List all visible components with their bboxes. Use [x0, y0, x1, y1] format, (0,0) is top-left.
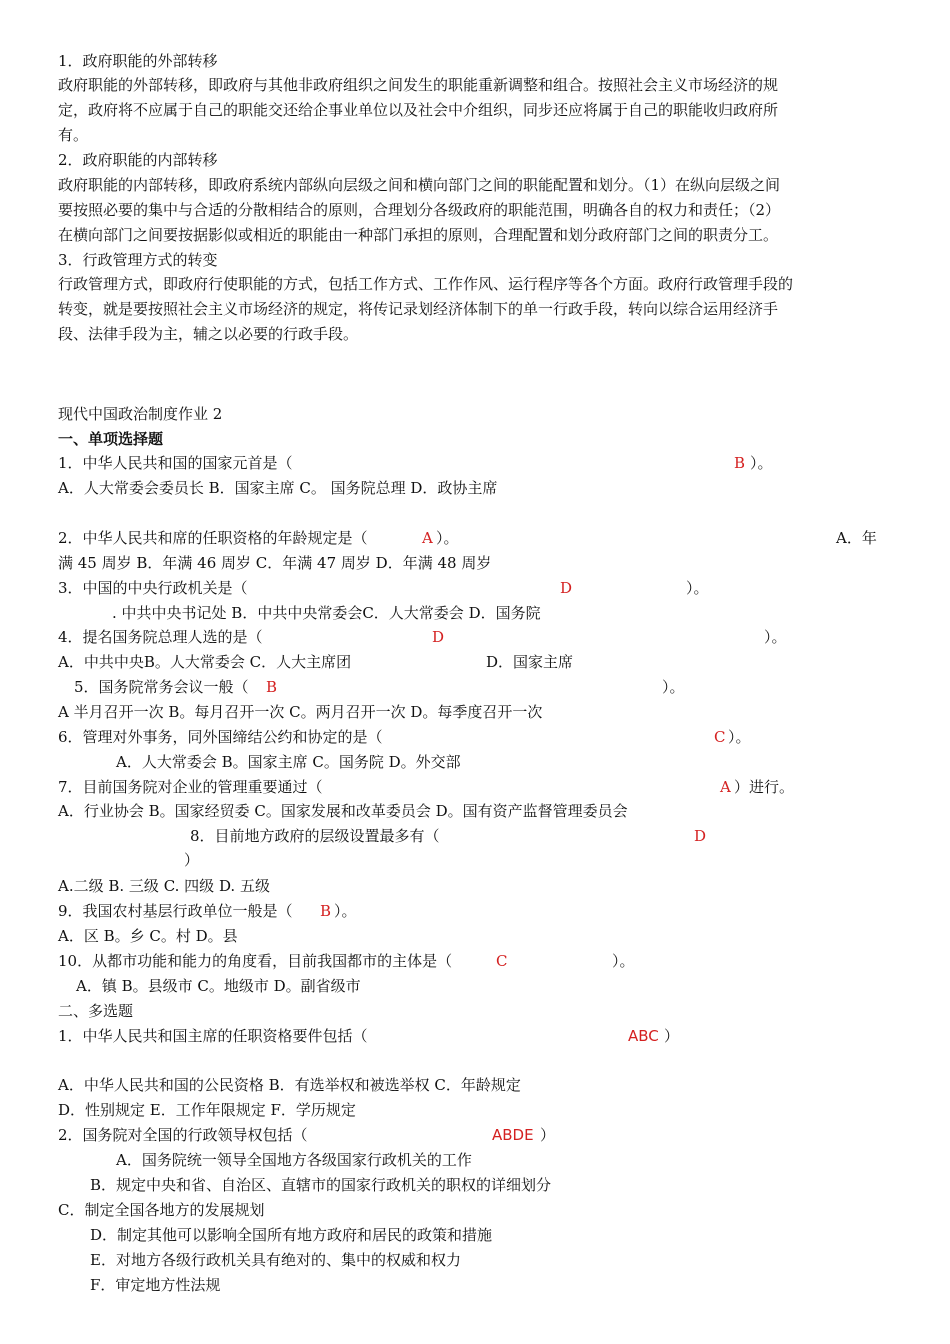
paragraph-line: 要按照必要的集中与合适的分散相结合的原则，合理划分各级政府的职能范围，明确各自的权力和责任；（2） — [58, 201, 781, 219]
m2-option-c: C．制定全国各地方的发展规划 — [58, 1201, 265, 1219]
m1-tail: ） — [664, 1027, 680, 1045]
q7-stem: 7．目前国务院对企业的管理重要通过（ — [58, 778, 323, 796]
heading-3: 3．行政管理方式的转变 — [58, 251, 218, 269]
section-single-choice: 一、单项选择题 — [58, 430, 164, 448]
q2-answer: A — [422, 529, 433, 547]
q5-options: A 半月召开一次 B。每月召开一次 C。两月召开一次 D。每季度召开一次 — [58, 703, 543, 721]
q8-options: A.二级 B. 三级 C. 四级 D. 五级 — [58, 877, 270, 895]
q10-tail: ）。 — [612, 952, 635, 970]
m2-option-b: B．规定中央和省、自治区、直辖市的国家行政机关的职权的详细划分 — [90, 1176, 552, 1194]
q5-answer: B — [266, 678, 278, 696]
q7-tail: ）进行。 — [734, 778, 795, 796]
q4-stem: 4．提名国务院总理人选的是（ — [58, 628, 263, 646]
q7-answer: A — [720, 778, 731, 796]
q9-stem: 9．我国农村基层行政单位一般是（ — [58, 902, 293, 920]
q3-answer: D — [560, 579, 573, 597]
q1-options: A．人大常委会委员长 B．国家主席 C。 国务院总理 D．政协主席 — [58, 479, 498, 497]
q7-options: A．行业协会 B。国家经贸委 C。国家发展和改革委员会 D。国有资产监督管理委员会 — [58, 802, 628, 820]
q2-options: 满 45 周岁 B．年满 46 周岁 C．年满 47 周岁 D．年满 48 周岁 — [58, 554, 492, 572]
heading-2: 2．政府职能的内部转移 — [58, 151, 218, 169]
homework-title: 现代中国政治制度作业 2 — [58, 405, 223, 423]
q5-stem: 5．国务院常务会议一般（ — [74, 678, 249, 696]
q4-options: A．中共中央B。人大常委会 C．人大主席团 — [58, 653, 352, 671]
m1-options: D．性别规定 E．工作年限规定 F．学历规定 — [58, 1101, 356, 1119]
paragraph-line: 在横向部门之间要按据影似或相近的职能由一种部门承担的原则，合理配置和划分政府部门之间的职责分工。 — [58, 226, 779, 244]
q3-stem: 3．中国的中央行政机关是（ — [58, 579, 248, 597]
q2-tail: ）。 — [436, 529, 459, 547]
paragraph-line: 转变，就是要按照社会主义市场经济的规定，将传记录划经济体制下的单一行政手段，转向以综合运用经济手 — [58, 300, 779, 318]
m1-answer: ABC — [628, 1027, 659, 1045]
q8-answer: D — [694, 827, 707, 845]
q1-tail: ）。 — [750, 454, 773, 472]
q2-option-a: A．年 — [836, 529, 877, 547]
m2-answer: ABDE — [492, 1126, 534, 1144]
q9-answer: B — [320, 902, 332, 920]
m1-stem: 1．中华人民共和国主席的任职资格要件包括（ — [58, 1027, 368, 1045]
m2-tail: ） — [540, 1126, 556, 1144]
m2-option-d: D．制定其他可以影响全国所有地方政府和居民的政策和措施 — [90, 1226, 493, 1244]
m2-option-e: E．对地方各级行政机关具有绝对的、集中的权威和权力 — [90, 1251, 461, 1269]
q6-options: A．人大常委会 B。国家主席 C。国务院 D。外交部 — [116, 753, 461, 771]
q10-answer: C — [496, 952, 508, 970]
paragraph-line: 有。 — [58, 126, 89, 144]
q10-options: A．镇 B。县级市 C。地级市 D。副省级市 — [76, 977, 361, 995]
q8-tail: ） — [184, 851, 200, 869]
q4-tail: ）。 — [764, 628, 787, 646]
q2-stem: 2．中华人民共和席的任职资格的年龄规定是（ — [58, 529, 368, 547]
heading-1: 1．政府职能的外部转移 — [58, 52, 218, 70]
q1-stem: 1．中华人民共和国的国家元首是（ — [58, 454, 293, 472]
q6-tail: ）。 — [728, 728, 751, 746]
q9-options: A．区 B。乡 C。村 D。县 — [58, 927, 238, 945]
q8-stem: 8．目前地方政府的层级设置最多有（ — [190, 827, 440, 845]
paragraph-line: 政府职能的内部转移，即政府系统内部纵向层级之间和横向部门之间的职能配置和划分。（1）在纵向层级之间 — [58, 176, 781, 194]
q4-option-d: D．国家主席 — [486, 653, 574, 671]
m1-options: A．中华人民共和国的公民资格 B．有选举权和被选举权 C．年龄规定 — [58, 1076, 521, 1094]
q6-answer: C — [714, 728, 726, 746]
q4-answer: D — [432, 628, 445, 646]
q1-answer: B — [734, 454, 746, 472]
m2-option-a: A．国务院统一领导全国地方各级国家行政机关的工作 — [116, 1151, 472, 1169]
q5-tail: ）。 — [662, 678, 685, 696]
paragraph-line: 政府职能的外部转移，即政府与其他非政府组织之间发生的职能重新调整和组合。按照社会主义市场经济的规 — [58, 76, 779, 94]
q10-stem: 10．从都市功能和能力的角度看，目前我国都市的主体是（ — [58, 952, 453, 970]
paragraph-line: 定，政府将不应属于自己的职能交还给企事业单位以及社会中介组织，同步还应将属于自己的职能收归政府所 — [58, 101, 779, 119]
section-multi-choice: 二、多选题 — [58, 1002, 134, 1020]
q3-tail: ）。 — [686, 579, 709, 597]
q6-stem: 6．管理对外事务，同外国缔结公约和协定的是（ — [58, 728, 383, 746]
q9-tail: ）。 — [334, 902, 357, 920]
paragraph-line: 段、法律手段为主，辅之以必要的行政手段。 — [58, 325, 359, 343]
paragraph-line: 行政管理方式，即政府行使职能的方式，包括工作方式、工作作风、运行程序等各个方面。政府行政管理手段的 — [58, 275, 794, 293]
q3-options: . 中共中央书记处 B．中共中央常委会C．人大常委会 D．国务院 — [112, 604, 541, 622]
m2-stem: 2．国务院对全国的行政领导权包括（ — [58, 1126, 308, 1144]
m2-option-f: F．审定地方性法规 — [90, 1276, 221, 1294]
